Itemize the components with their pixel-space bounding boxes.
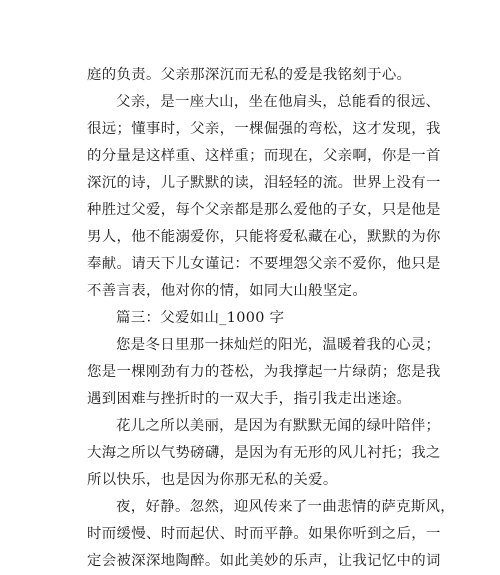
document-body [87, 62, 456, 575]
text-line-12: 您是一棵刚劲有力的苍松，为我撑起一片绿荫；您是我 [87, 364, 441, 380]
text-line-13: 遇到困难与挫折时的一双大手，指引我走出迷途。 [87, 391, 412, 407]
text-line-8: 奉献。请天下儿女谨记：不要埋怨父亲不爱你，他只是 [87, 256, 441, 272]
text-line-19: 定会被深深地陶醉。如此美妙的乐声，让我记忆中的词 [87, 553, 441, 569]
text-line-11: 您是冬日里那一抹灿烂的阳光，温暖着我的心灵； [116, 337, 441, 353]
text-line-4: 的分量是这样重、这样重；而现在，父亲啊，你是一首 [87, 148, 441, 164]
text-line-14: 花儿之所以美丽，是因为有默默无闻的绿叶陪伴； [116, 418, 441, 434]
text-line-18: 时而缓慢、时而起伏、时而平静。如果你听到之后，一 [87, 526, 441, 542]
text-line-7: 男人，他不能溺爱你，只能将爱私藏在心，默默的为你 [87, 229, 441, 245]
text-line-2: 父亲，是一座大山，坐在他肩头，总能看的很远、 [116, 94, 441, 110]
text-line-3: 很远；懂事时，父亲，一棵倔强的弯松，这才发现，我 [87, 121, 441, 137]
text-line-16: 所以快乐，也是因为你那无私的关爱。 [87, 472, 338, 488]
text-line-5: 深沉的诗，儿子默默的读，泪轻轻的流。世界上没有一 [87, 175, 441, 191]
text-line-17: 夜，好静。忽然，迎风传来了一曲悲情的萨克斯风， [116, 499, 456, 515]
text-line-9: 不善言表，他对你的情，如同大山般坚定。 [87, 283, 368, 299]
text-line-6: 种胜过父爱，每个父亲都是那么爱他的子女，只是他是 [87, 202, 441, 218]
text-line-15: 大海之所以气势磅礴，是因为有无形的风儿衬托；我之 [87, 445, 441, 461]
text-line-1: 庭的负责。父亲那深沉而无私的爱是我铭刻于心。 [87, 67, 412, 83]
section-heading: 篇三：父爱如山_1000 字 [116, 310, 285, 326]
